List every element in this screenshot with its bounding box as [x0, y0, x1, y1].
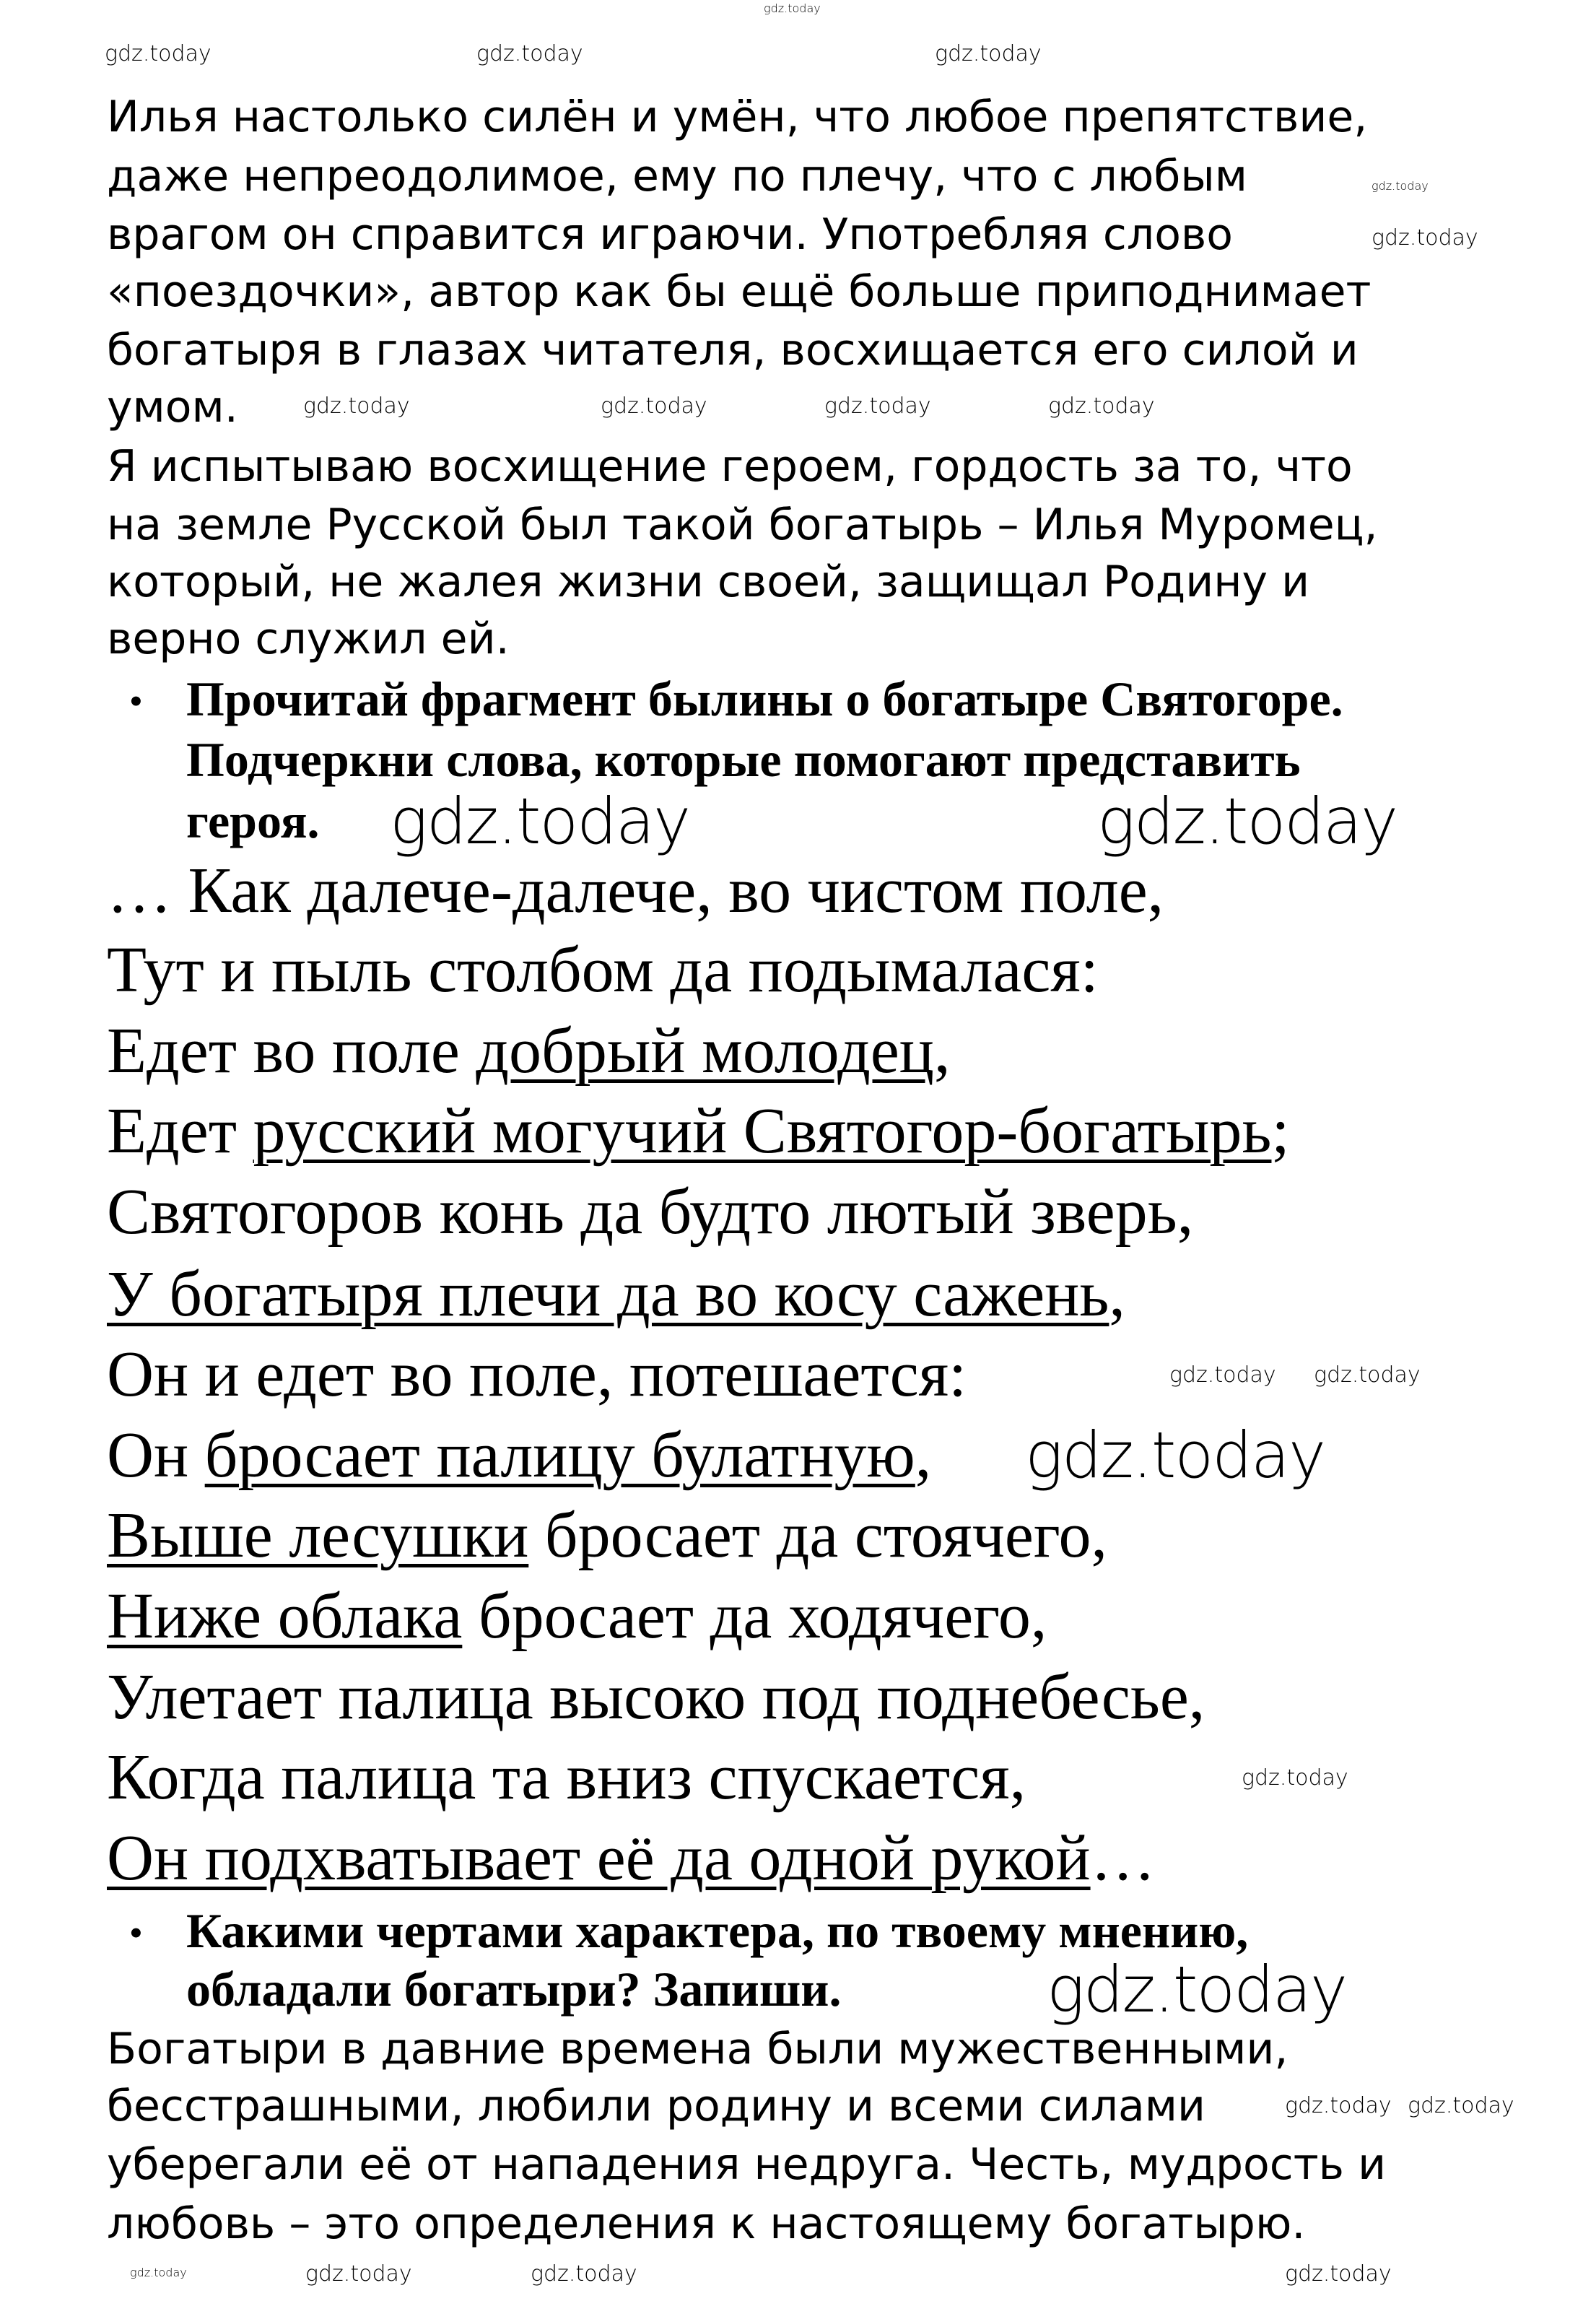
watermark: gdz.today	[764, 1, 821, 15]
poem-text: бросает да стоячего,	[528, 1500, 1107, 1571]
poem-text: Когда палица та вниз спускается,	[107, 1741, 1026, 1813]
poem-line	[107, 1095, 1290, 1167]
underlined-phrase: добрый молодец	[476, 1015, 934, 1087]
poem-text: Тут и пыль столбом да подымалася:	[107, 934, 1099, 1006]
poem-line	[107, 1015, 951, 1087]
answer-text-line: на земле Русской был такой богатырь – Илья Муромец,	[107, 500, 1378, 550]
poem-line	[107, 1822, 1156, 1894]
poem-line	[107, 855, 1164, 926]
poem-text: ;	[1271, 1095, 1290, 1167]
watermark: gdz.today	[1097, 784, 1397, 858]
poem-line	[107, 1580, 1047, 1652]
poem-line	[107, 1741, 1026, 1813]
answer-text-line: Илья настолько силён и умён, что любое препятствие,	[107, 92, 1368, 142]
watermark: gdz.today	[1169, 1362, 1276, 1388]
poem-text: Святогоров конь да будто лютый зверь,	[107, 1176, 1194, 1248]
underlined-phrase: Он подхватывает её да одной рукой	[107, 1822, 1091, 1894]
task-heading-line: героя.	[186, 793, 320, 848]
poem-text: ,	[933, 1015, 951, 1087]
answer-text-line: верно служил ей.	[107, 614, 510, 664]
poem-text: Улетает палица высоко под поднебесье,	[107, 1661, 1205, 1733]
watermark: gdz.today	[601, 393, 707, 419]
watermark: gdz.today	[1048, 393, 1155, 419]
task-heading-line: Прочитай фрагмент былины о богатыре Святогоре.	[186, 671, 1343, 726]
watermark: gdz.today	[935, 41, 1042, 66]
poem-line	[107, 1661, 1205, 1733]
poem-text: ,	[1109, 1258, 1125, 1330]
watermark: gdz.today	[1025, 1418, 1325, 1492]
watermark: gdz.today	[105, 41, 212, 66]
task-heading-line: Какими чертами характера, по твоему мнению,	[186, 1903, 1249, 1958]
poem-text: бросает да ходячего,	[462, 1580, 1047, 1652]
watermark: gdz.today	[1372, 225, 1478, 251]
watermark: gdz.today	[1047, 1952, 1347, 2027]
watermark: gdz.today	[1314, 1362, 1421, 1388]
bullet-icon: •	[130, 682, 142, 721]
answer-text-line: врагом он справится играючи. Употребляя слово	[107, 209, 1233, 260]
watermark: gdz.today	[1285, 2093, 1392, 2118]
task-heading-line: Подчеркни слова, которые помогают представить	[186, 732, 1301, 787]
poem-text: ,	[915, 1419, 932, 1491]
poem-text: Едет	[107, 1095, 253, 1167]
watermark: gdz.today	[824, 393, 931, 419]
watermark: gdz.today	[1372, 179, 1429, 193]
answer-text-line: богатыря в глазах читателя, восхищается его силой и	[107, 325, 1359, 375]
answer-text-line: Богатыри в давние времена были мужественными,	[107, 2024, 1288, 2074]
poem-line	[107, 1419, 932, 1491]
watermark: gdz.today	[130, 2266, 187, 2279]
poem-text: Едет во поле	[107, 1015, 476, 1087]
poem-line	[107, 934, 1099, 1006]
answer-text-line: любовь – это определения к настоящему богатырю.	[107, 2198, 1306, 2249]
poem-line	[107, 1339, 967, 1410]
poem-line	[107, 1500, 1107, 1571]
underlined-phrase: У богатыря плечи да во косу сажень	[107, 1258, 1109, 1330]
answer-text-line: Я испытываю восхищение героем, гордость за то, что	[107, 441, 1353, 492]
poem-text: Он	[107, 1419, 205, 1491]
bullet-icon: •	[130, 1914, 142, 1952]
watermark: gdz.today	[303, 393, 410, 419]
poem-line	[107, 1176, 1194, 1248]
answer-text-line: даже непреодолимое, ему по плечу, что с любым	[107, 151, 1248, 201]
answer-text-line: бесстрашными, любили родину и всеми силами	[107, 2081, 1205, 2131]
answer-text-line: который, не жалея жизни своей, защищал Родину и	[107, 557, 1310, 607]
poem-text: Он и едет во поле, потешается:	[107, 1339, 967, 1410]
underlined-phrase: бросает палицу булатную	[204, 1419, 915, 1491]
poem-text: … Как далече-далече, во чистом поле,	[107, 855, 1164, 926]
answer-text-line: уберегали её от нападения недруга. Честь, мудрость и	[107, 2139, 1387, 2190]
poem-text: …	[1090, 1822, 1156, 1894]
watermark: gdz.today	[1285, 2261, 1392, 2287]
underlined-phrase: Выше лесушки	[107, 1500, 529, 1571]
watermark: gdz.today	[305, 2261, 412, 2287]
underlined-phrase: русский могучий Святогор-богатырь	[253, 1095, 1272, 1167]
watermark: gdz.today	[531, 2261, 637, 2287]
watermark: gdz.today	[1242, 1765, 1348, 1791]
task-heading-line: обладали богатыри? Запиши.	[186, 1962, 842, 2017]
watermark: gdz.today	[390, 784, 690, 858]
watermark: gdz.today	[476, 41, 583, 66]
answer-text-line: «поездочки», автор как бы ещё больше приподнимает	[107, 266, 1372, 317]
watermark: gdz.today	[1408, 2093, 1514, 2118]
answer-text-line: умом.	[107, 382, 238, 432]
poem-line	[107, 1258, 1125, 1330]
underlined-phrase: Ниже облака	[107, 1580, 463, 1652]
